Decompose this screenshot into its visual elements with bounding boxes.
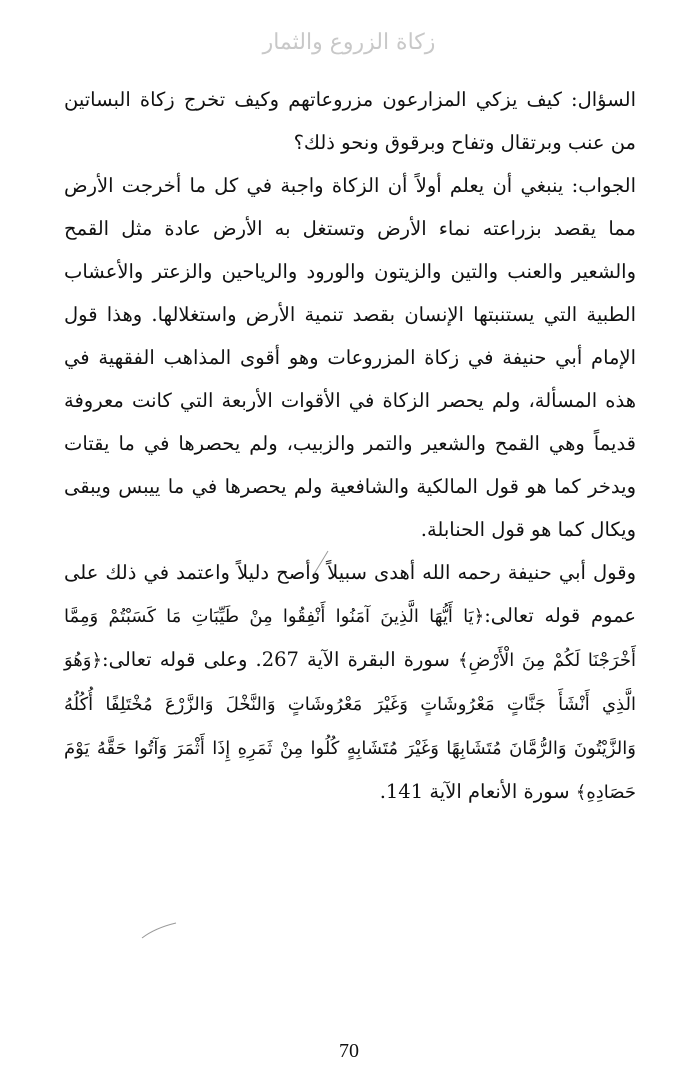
- verse-reference-anam: سورة الأنعام الآية 141.: [379, 780, 576, 803]
- page-body: [64, 78, 636, 814]
- running-header: زكاة الزروع والثمار: [262, 30, 436, 55]
- answer-paragraph: الجواب: ينبغي أن يعلم أولاً أن الزكاة واجبة في كل ما أخرجت الأرض مما يقصد بزراعته نماء الأرض وتستغل به الأرض عادة مثل القمح والشعير والعنب والتين والزيتون والورود والرياحين والزعتر والأعشاب الطبية التي يستنبتها الإنسان بقصد تنمية الأرض واستغلالها. وهذا قول الإمام أبي حنيفة في زكاة المزروعات وهو أقوى المذاهب الفقهية في هذه المسألة، ولم يحصر الزكاة في الأقوات الأربعة التي كانت معروفة قديماً وهي القمح والشعير والتمر والزبيب، ولم يحصرها في ما يقتات ويدخر كما هو قول المالكية والشافعية ولم يحصرها في ما ييبس ويبقى ويكال كما هو قول الحنابلة.: [64, 174, 636, 541]
- quran-verse-baqarah: ﴿يَا أَيُّهَا الَّذِينَ آمَنُوا أَنْفِقُوا مِنْ طَيِّبَاتِ مَا كَسَبْتُمْ وَمِمَّا أَخْرَجْنَا لَكُمْ مِنَ الْأَرْضِ﴾: [64, 606, 636, 671]
- page-number: 70: [339, 1040, 359, 1062]
- evidence-intro: وقول أبي حنيفة رحمه الله أهدى سبيلاً وأصح دليلاً واعتمد في ذلك على عموم قوله تعالى:: [64, 561, 636, 627]
- verse-reference-baqarah: سورة البقرة الآية 267. وعلى قوله تعالى:: [102, 648, 458, 671]
- pen-mark-decoration: [140, 920, 180, 940]
- question-paragraph: السؤال: كيف يزكي المزارعون مزروعاتهم وكيف تخرج زكاة البساتين من عنب وبرتقال وتفاح وبرقوق ونحو ذلك؟: [64, 88, 636, 154]
- evidence-paragraph: [64, 551, 636, 814]
- quran-verse-anam: ﴿وَهُوَ الَّذِي أَنْشَأَ جَنَّاتٍ مَعْرُوشَاتٍ وَغَيْرَ مَعْرُوشَاتٍ وَالنَّخْلَ وَالزَّرْعَ مُخْتَلِفًا أُكُلُهُ وَالزَّيْتُونَ وَالرُّمَّانَ مُتَشَابِهًا وَغَيْرَ مُتَشَابِهٍ كُلُوا مِنْ ثَمَرِهِ إِذَا أَثْمَرَ وَآتُوا حَقَّهُ يَوْمَ حَصَادِهِ﴾: [64, 650, 636, 803]
